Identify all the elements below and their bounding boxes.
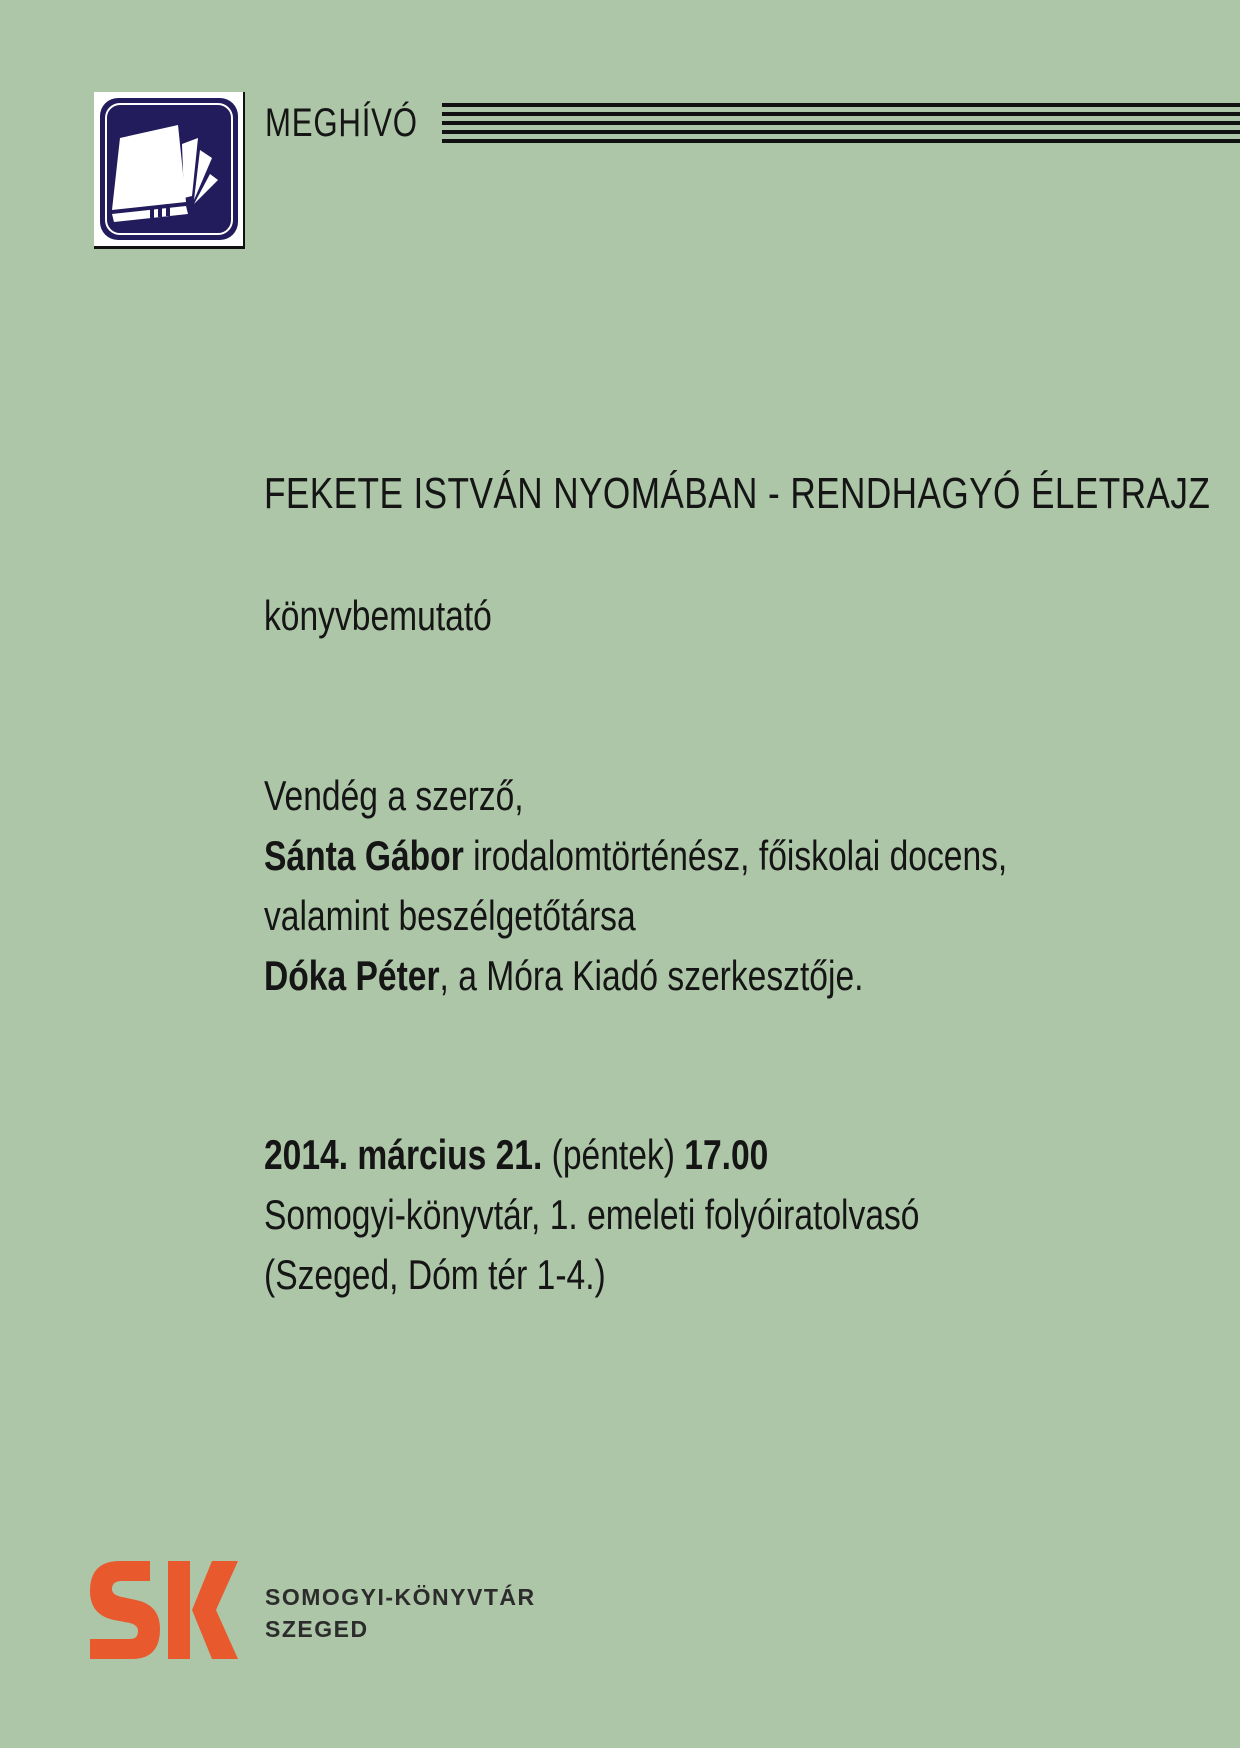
event-date: 2014. március 21.: [264, 1131, 543, 1178]
guest-connector: valamint beszélgetőtársa: [264, 892, 636, 939]
author-line: [264, 826, 1007, 886]
sk-logo-icon: [88, 1555, 238, 1665]
header-rule-lines: [442, 103, 1240, 147]
library-name: [265, 1581, 536, 1645]
partner-role: , a Móra Kiadó szerkesztője.: [439, 952, 864, 999]
partner-name: Dóka Péter: [264, 952, 440, 999]
event-time: 17.00: [684, 1131, 769, 1178]
event-datetime: [264, 1125, 768, 1185]
library-name-line2: SZEGED: [265, 1616, 369, 1642]
partner-line: [264, 946, 863, 1006]
event-weekday: (péntek): [542, 1131, 685, 1178]
event-type: könyvbemutató: [264, 592, 492, 639]
author-role: irodalomtörténész, főiskolai docens,: [463, 832, 1008, 879]
header-logo: [94, 92, 245, 249]
library-name-line1: SOMOGYI-KÖNYVTÁR: [265, 1584, 536, 1610]
event-title: FEKETE ISTVÁN NYOMÁBAN - RENDHAGYÓ ÉLETRAJZ: [264, 469, 1211, 518]
event-address: (Szeged, Dóm tér 1-4.): [264, 1251, 606, 1298]
library-logo: [88, 1555, 238, 1670]
open-book-icon: [100, 98, 238, 240]
guest-intro: Vendég a szerző,: [264, 772, 524, 819]
event-venue: Somogyi-könyvtár, 1. emeleti folyóiratolvasó: [264, 1191, 920, 1238]
invitation-label: MEGHÍVÓ: [265, 101, 418, 145]
author-name: Sánta Gábor: [264, 832, 464, 879]
